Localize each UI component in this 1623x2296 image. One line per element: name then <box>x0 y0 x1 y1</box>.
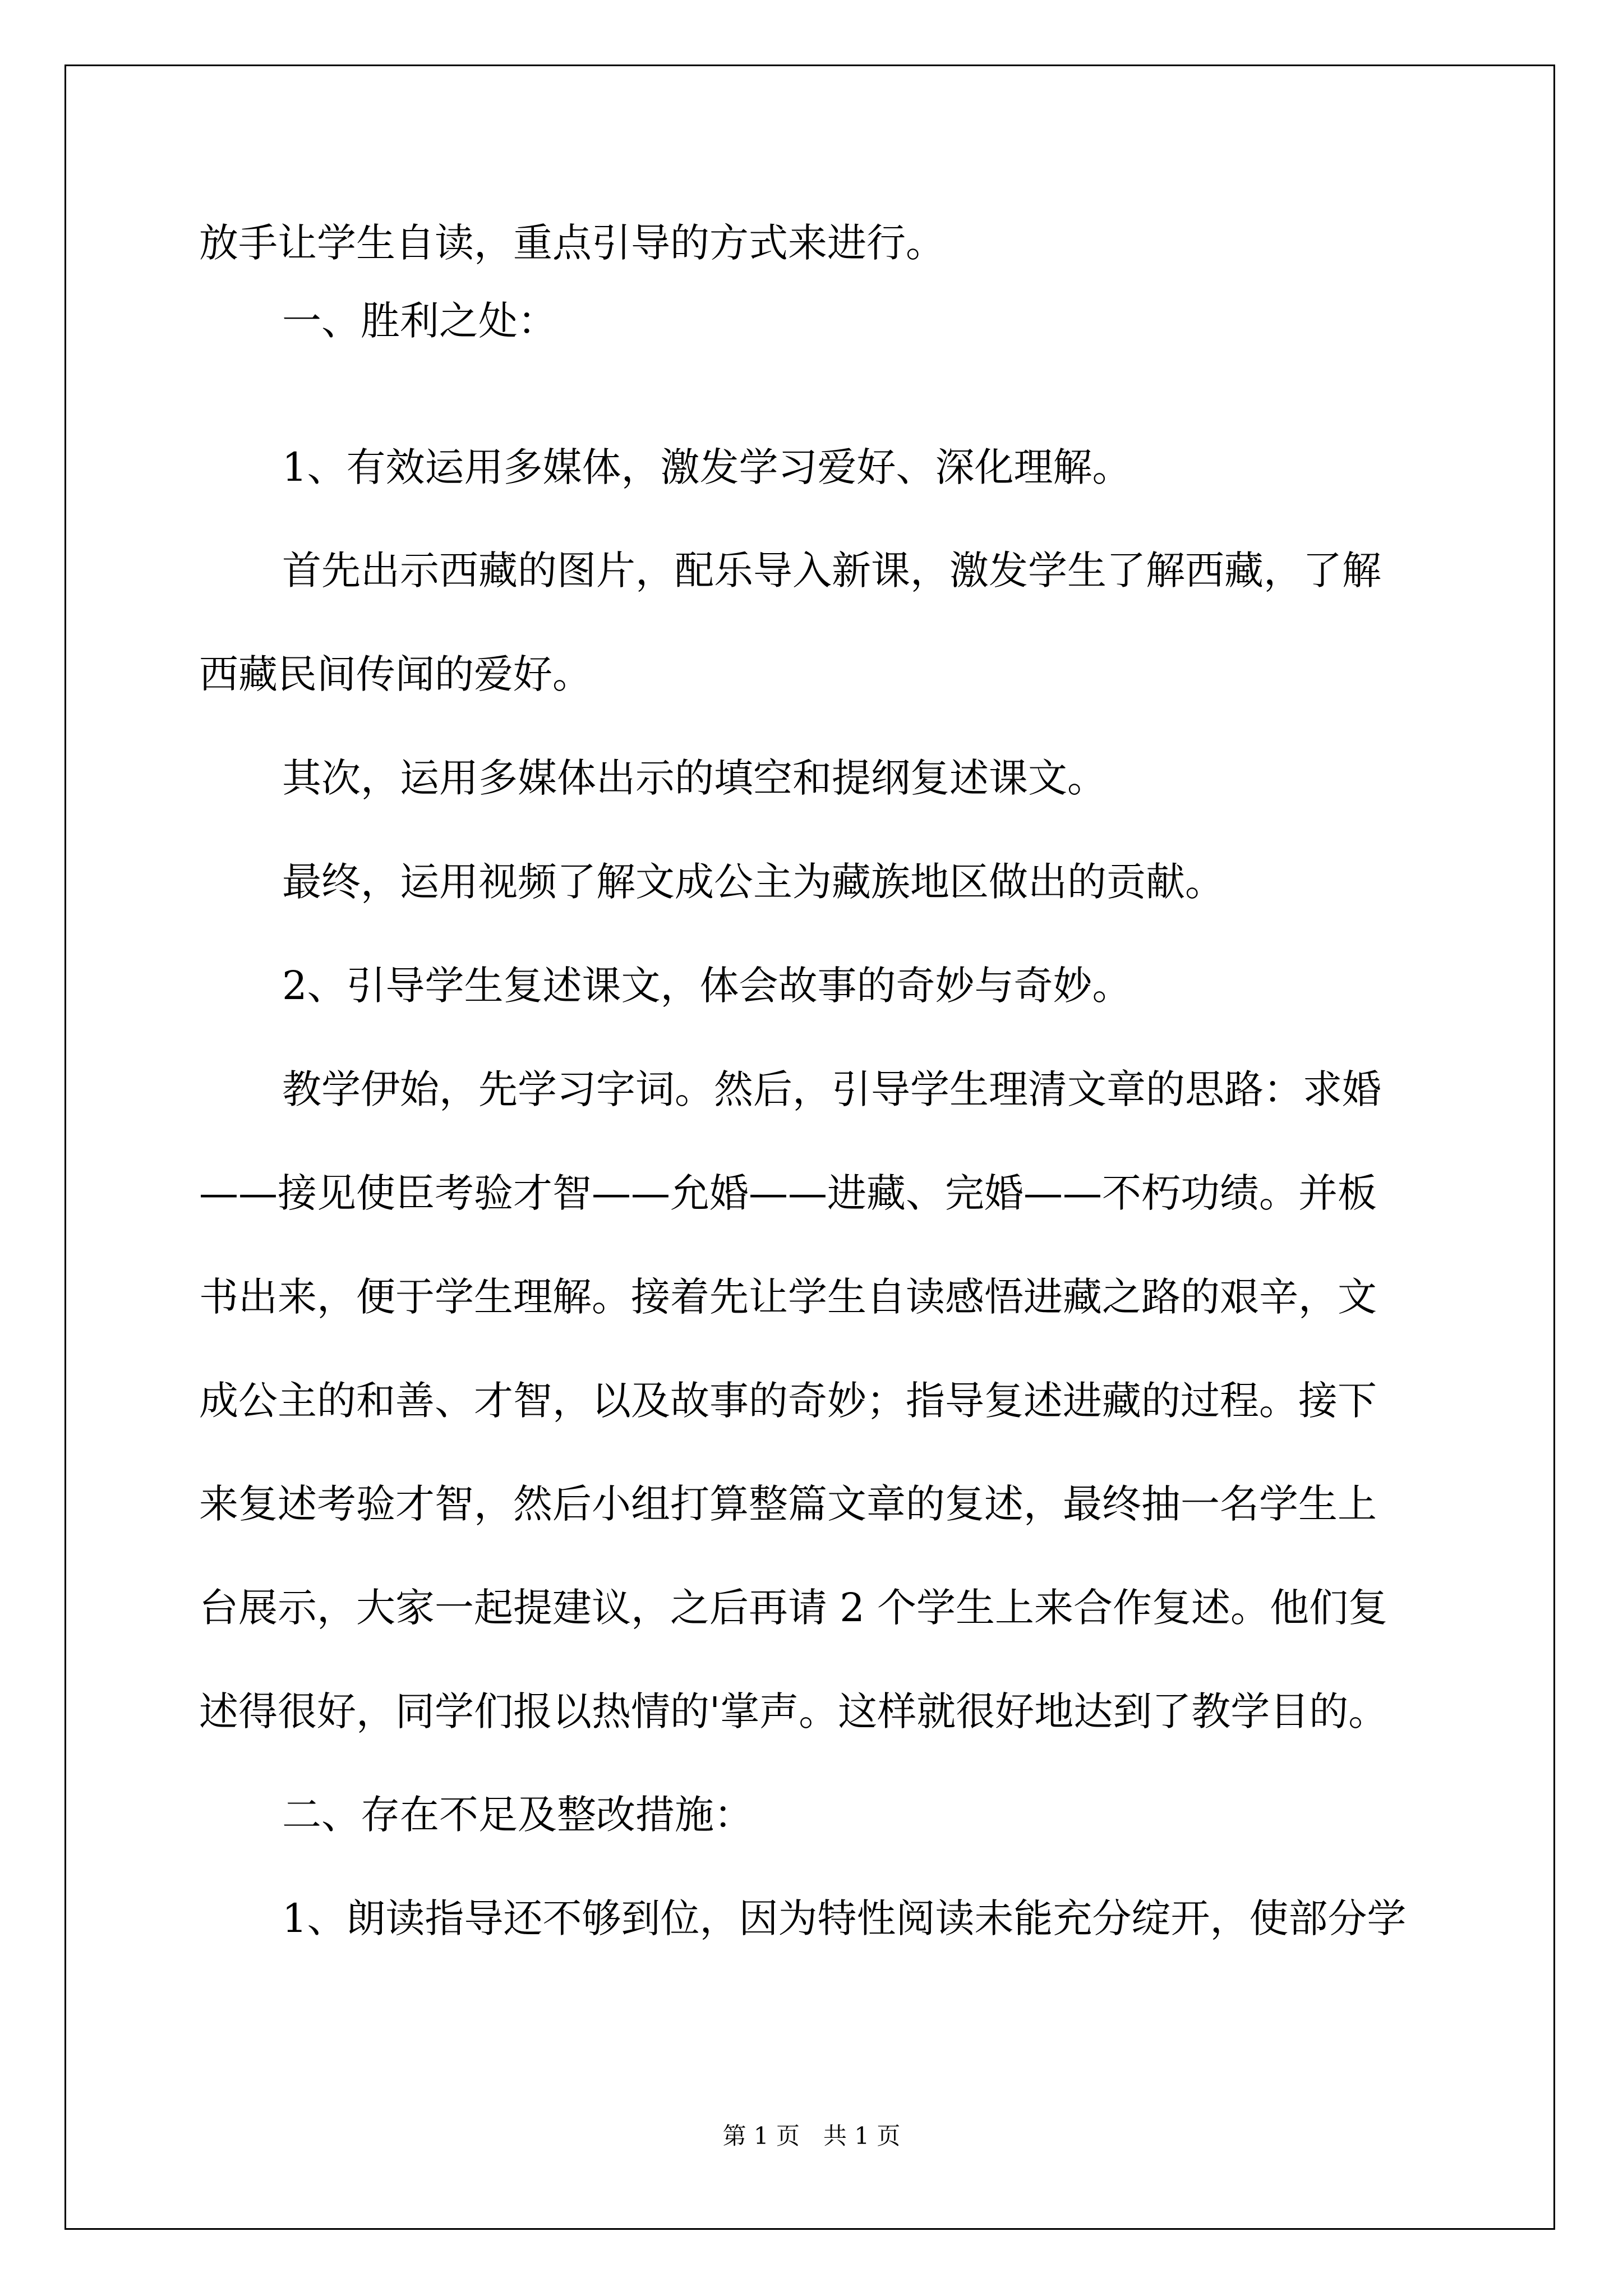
subheading: 1、有效运用多媒体，激发学习爱好、深化理解。 <box>282 444 1132 490</box>
paragraph-line: 成公主的和善、才智，以及故事的奇妙；指导复述进藏的过程。接下 <box>199 1378 1377 1424</box>
paragraph-line: 西藏民间传闻的爱好。 <box>199 651 592 697</box>
paragraph-line: 书出来，便于学生理解。接着先让学生自读感悟进藏之路的艰辛，文 <box>199 1274 1377 1320</box>
paragraph-line: 台展示，大家一起提建议，之后再请 2 个学生上来合作复述。他们复 <box>199 1585 1388 1631</box>
paragraph-line: ——接见使臣考验才智——允婚——进藏、完婚——不朽功绩。并板 <box>199 1170 1377 1216</box>
paragraph-line: 述得很好，同学们报以热情的'掌声。这样就很好地达到了教学目的。 <box>199 1688 1388 1734</box>
page-footer: 第 1 页 共 1 页 <box>722 2122 901 2150</box>
paragraph-line: 放手让学生自读，重点引导的方式来进行。 <box>199 220 945 266</box>
paragraph-line: 首先出示西藏的图片，配乐导入新课，激发学生了解西藏，了解 <box>282 547 1381 593</box>
paragraph-line: 来复述考验才智，然后小组打算整篇文章的复述，最终抽一名学生上 <box>199 1481 1377 1527</box>
subheading: 2、引导学生复述课文，体会故事的奇妙与奇妙。 <box>282 963 1132 1009</box>
paragraph-line: 教学伊始，先学习字词。然后，引导学生理清文章的思路：求婚 <box>282 1066 1381 1112</box>
paragraph-line: 1、朗读指导还不够到位，因为特性阅读未能充分绽开，使部分学 <box>282 1895 1407 1941</box>
paragraph-line: 其次，运用多媒体出示的填空和提纲复述课文。 <box>282 755 1106 801</box>
section-heading: 一、胜利之处： <box>282 298 557 344</box>
paragraph-line: 最终，运用视频了解文成公主为藏族地区做出的贡献。 <box>282 859 1224 905</box>
section-heading: 二、存在不足及整改措施： <box>282 1792 753 1838</box>
